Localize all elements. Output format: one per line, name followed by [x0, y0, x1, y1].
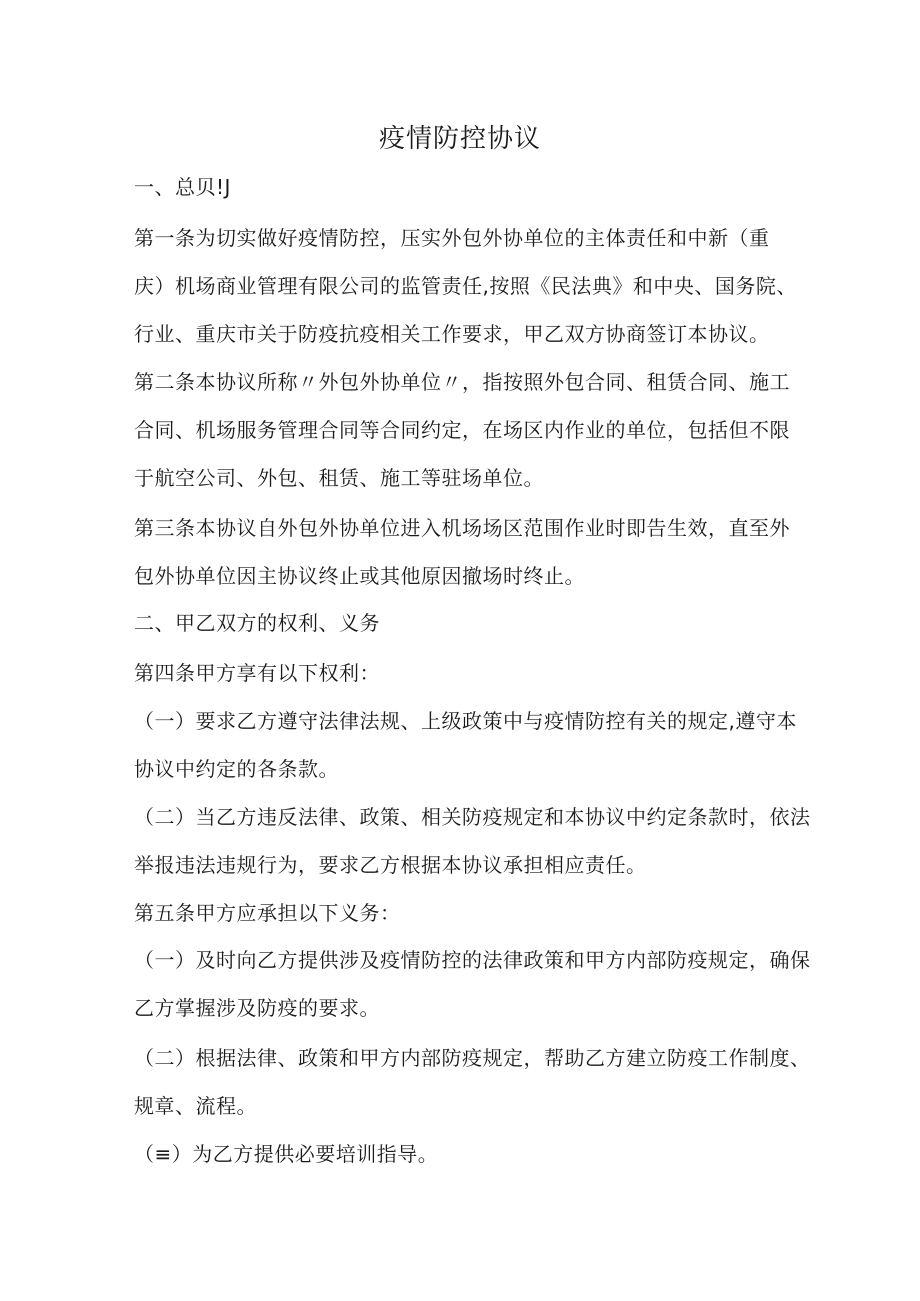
paragraph-line: 合同、机场服务管理合同等合同约定，在场区内作业的单位，包括但不限 — [134, 418, 790, 442]
paragraph-line: 行业、重庆市关于防疫抗疫相关工作要求，甲乙双方协商签订本协议。 — [134, 322, 770, 346]
paragraph-line: 举报违法违规行为，要求乙方根据本协议承担相应责任。 — [134, 853, 647, 877]
paragraph-line: 乙方掌握涉及防疫的要求。 — [134, 996, 380, 1020]
paragraph-line: 庆）机场商业管理有限公司的监管责任,按照《民法典》和中央、国务院、 — [134, 274, 797, 298]
paragraph-line: 第二条本协议所称〃外包外协单位〃，指按照外包合同、租赁合同、施工 — [134, 370, 790, 394]
section-heading-general: 一、总贝!J — [134, 175, 231, 199]
paragraph-line: 协议中约定的各条款。 — [134, 757, 339, 781]
paragraph-line: 于航空公司、外包、租赁、施工等驻场单位。 — [134, 466, 544, 490]
paragraph-line: （二）根据法律、政策和甲方内部防疫规定，帮助乙方建立防疫工作制度、 — [134, 1046, 811, 1070]
paragraph-line: 包外协单位因主协议终止或其他原因撤场时终止。 — [134, 564, 585, 588]
paragraph-line: 规章、流程。 — [134, 1094, 257, 1118]
paragraph-line: 第一条为切实做好疫情防控，压实外包外协单位的主体责任和中新（重 — [134, 226, 770, 250]
section-heading-rights: 二、甲乙双方的权利、义务 — [134, 611, 380, 635]
paragraph-line: （≡）为乙方提供必要培训指导。 — [134, 1142, 439, 1166]
paragraph-line: （一）及时向乙方提供涉及疫情防控的法律政策和甲方内部防疫规定，确保 — [134, 948, 811, 972]
paragraph-line: 第四条甲方享有以下权利： — [134, 661, 380, 685]
paragraph-line: （二）当乙方违反法律、政策、相关防疫规定和本协议中约定条款时，依法 — [134, 805, 811, 829]
paragraph-line: 第五条甲方应承担以下义务： — [134, 901, 401, 925]
paragraph-line: （一）要求乙方遵守法律法规、上级政策中与疫情防控有关的规定,遵守本 — [134, 709, 797, 733]
paragraph-line: 第三条本协议自外包外协单位进入机场场区范围作业时即告生效，直至外 — [134, 516, 790, 540]
document-title: 疫情防控协议 — [378, 124, 541, 154]
